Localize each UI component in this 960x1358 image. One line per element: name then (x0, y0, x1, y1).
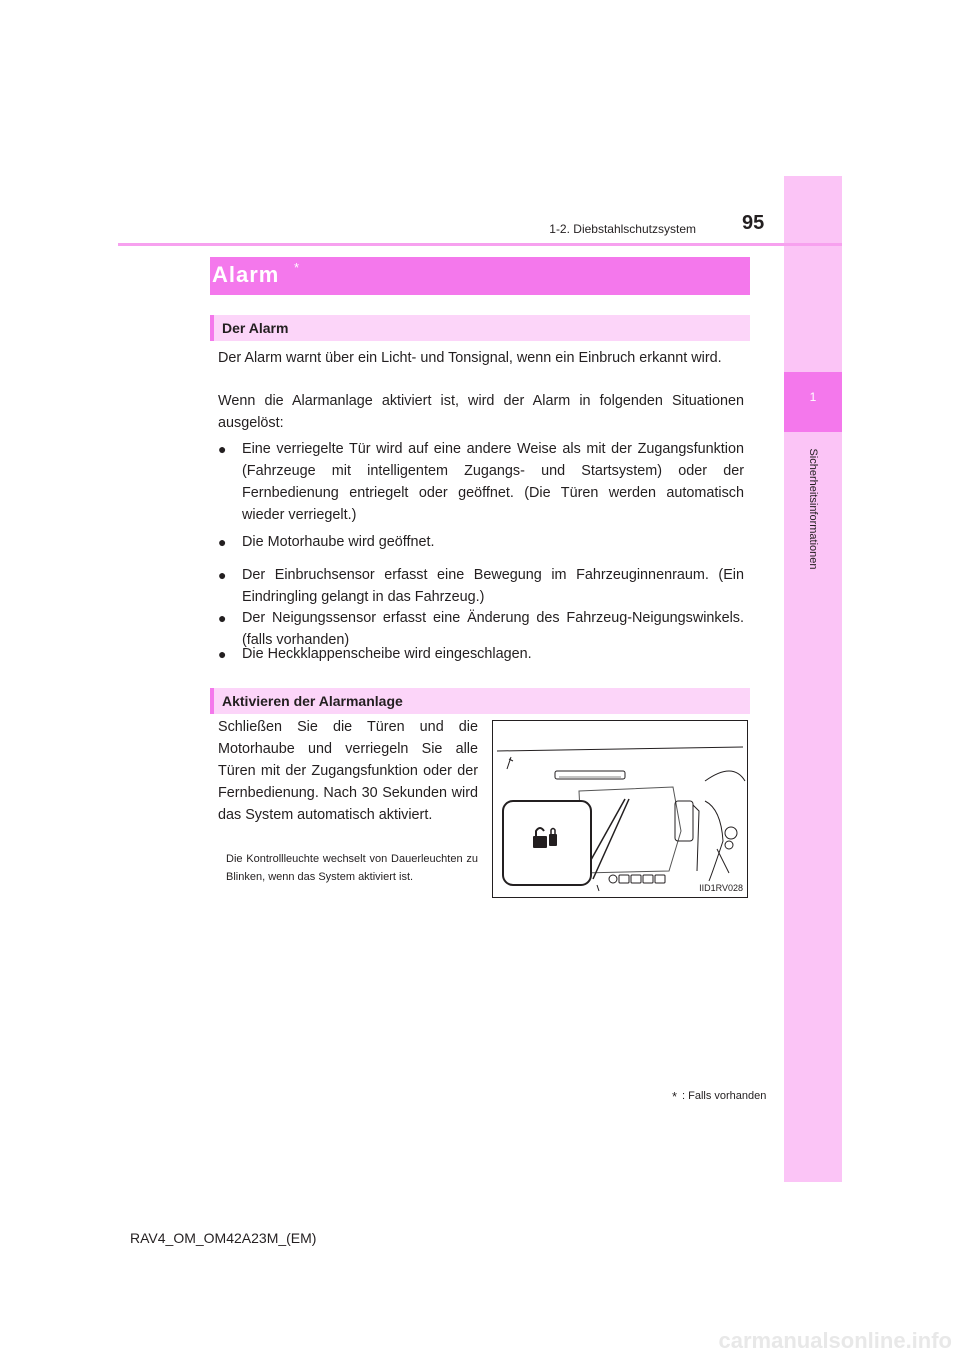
chapter-title: Sicherheitsinformationen (807, 448, 819, 570)
title-bar (210, 257, 750, 295)
footnote-text: : Falls vorhanden (682, 1090, 767, 1102)
watermark: carmanualsonline.info (718, 1328, 952, 1353)
page-title: Alarm (212, 262, 280, 287)
footnote-marker: * (672, 1089, 678, 1104)
dashboard-illustration (492, 720, 748, 898)
list-item-text: Die Heckklappenscheibe wird eingeschlagen. (242, 646, 532, 662)
chapter-side-tab (784, 176, 842, 1182)
list-item-text: Die Motorhaube wird geöffnet. (242, 534, 435, 550)
bullet-dot-icon: ● (218, 646, 227, 662)
dashboard-drawing (493, 721, 747, 897)
header-rule (118, 243, 842, 246)
bullet-dot-icon: ● (218, 567, 227, 583)
bullet-dot-icon: ● (218, 610, 227, 626)
bullet-dot-icon: ● (218, 534, 227, 550)
manual-code: RAV4_OM_OM42A23M_(EM) (130, 1230, 317, 1246)
section-breadcrumb: 1-2. Diebstahlschutzsystem (549, 222, 696, 236)
section-heading-bar-alarm (210, 315, 750, 341)
list-item-text: Der Einbruchsensor erfasst eine Bewegung im Fahrzeuginnenraum. (Ein Eindringling gelangt in das Fahrzeug.) (242, 567, 744, 605)
title-footnote-marker: * (294, 260, 300, 275)
list-item-text: Eine verriegelte Tür wird auf eine andere Weise als mit der Zugangsfunktion (Fahrzeuge mit intelligentem Zugangs- und Startsystem) oder der Fernbedienung entriegelt oder geöffnet. (Die Türen werden automatisch wieder verriegelt.) (242, 441, 744, 523)
page-number: 95 (742, 212, 765, 234)
intro-paragraph-1: Der Alarm warnt über ein Licht- und Tonsignal, wenn ein Einbruch erkannt wird. (218, 350, 722, 366)
indicator-note: Die Kontrollleuchte wechselt von Dauerleuchten zu Blinken, wenn das System aktiviert ist. (226, 853, 478, 883)
bullet-dot-icon: ● (218, 441, 227, 457)
chapter-number: 1 (809, 390, 817, 404)
section-heading-alarm: Der Alarm (222, 320, 289, 336)
section-heading-activate: Aktivieren der Alarmanlage (222, 693, 403, 709)
intro-paragraph-2: Wenn die Alarmanlage aktiviert ist, wird der Alarm in folgenden Situationen ausgelöst: (218, 393, 744, 431)
list-item-text: Der Neigungssensor erfasst eine Änderung des Fahrzeug-Neigungswinkels. (falls vorhanden) (242, 610, 744, 648)
activation-paragraph: Schließen Sie die Türen und die Motorhaube und verriegeln Sie alle Türen mit der Zugangsfunktion oder der Fernbedienung. Nach 30 Sekunden wird das System automatisch aktiviert. (218, 719, 478, 823)
figure-code: IID1RV028 (699, 883, 743, 893)
